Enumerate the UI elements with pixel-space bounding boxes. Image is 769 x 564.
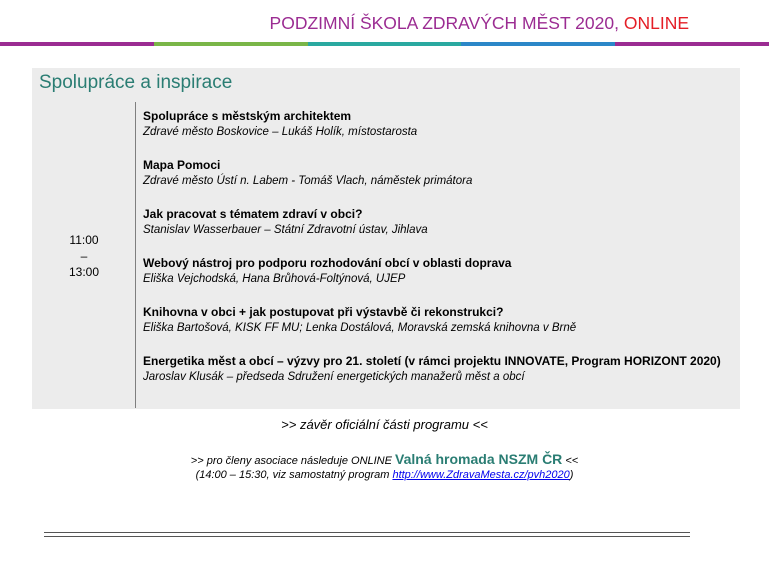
stripe-segment (461, 42, 615, 46)
closing-note: >> závěr oficiální části programu << (281, 417, 488, 432)
program-panel (32, 68, 740, 409)
item-title: Webový nástroj pro podporu rozhodování obcí v oblasti doprava (143, 256, 512, 270)
assembly-suffix: << (562, 455, 579, 467)
header-title-online: ONLINE (623, 13, 689, 33)
time-dash: – (80, 249, 88, 263)
program-item (143, 304, 733, 353)
assembly-details-suffix: ) (569, 469, 574, 481)
item-title: Knihovna v obci + jak postupovat při výstavbě či rekonstrukci? (143, 305, 504, 319)
stripe-segment (0, 42, 154, 46)
header-title-main: PODZIMNÍ ŠKOLA ZDRAVÝCH MĚST 2020, (269, 13, 624, 33)
assembly-prefix: >> pro členy asociace následuje ONLINE (190, 455, 396, 467)
bottom-divider (44, 532, 690, 537)
stripe-segment (308, 42, 462, 46)
item-speaker: Eliška Vejchodská, Hana Brůhová-Foltýnová, UJEP (143, 273, 406, 285)
program-item (143, 353, 733, 402)
item-speaker: Eliška Bartošová, KISK FF MU; Lenka Dostálová, Moravská zemská knihovna v Brně (143, 322, 577, 334)
program-item (143, 206, 733, 255)
time-range (32, 232, 136, 280)
stripe-segment (615, 42, 769, 46)
divider-line (135, 102, 136, 408)
item-title: Spolupráce s městským architektem (143, 109, 352, 123)
stripe-segment (154, 42, 308, 46)
item-speaker: Jaroslav Klusák – předseda Sdružení energetických manažerů měst a obcí (143, 371, 525, 383)
item-title: Mapa Pomoci (143, 158, 221, 172)
time-start: 11:00 (69, 233, 99, 247)
assembly-note (0, 451, 769, 467)
assembly-highlight: Valná hromada NSZM ČR (395, 451, 563, 467)
item-title: Energetika měst a obcí – výzvy pro 21. století (v rámci projektu INNOVATE, Program HORIZONT 2020) (143, 354, 721, 368)
page-header-title (270, 13, 689, 34)
item-title: Jak pracovat s tématem zdraví v obci? (143, 207, 363, 221)
section-title: Spolupráce a inspirace (39, 72, 233, 93)
time-end: 13:00 (68, 265, 100, 279)
program-link[interactable]: http://www.ZdravaMesta.cz/pvh2020 (392, 469, 570, 481)
assembly-details-prefix: (14:00 – 15:30, viz samostatný program (195, 469, 393, 481)
program-item (143, 108, 733, 157)
item-speaker: Zdravé město Boskovice – Lukáš Holík, místostarosta (143, 126, 418, 138)
assembly-details (0, 469, 769, 481)
program-item (143, 157, 733, 206)
color-stripe (0, 42, 769, 46)
program-item (143, 255, 733, 304)
program-items (143, 108, 733, 402)
item-speaker: Stanislav Wasserbauer – Státní Zdravotní ústav, Jihlava (143, 224, 428, 236)
item-speaker: Zdravé město Ústí n. Labem - Tomáš Vlach, náměstek primátora (143, 175, 473, 187)
